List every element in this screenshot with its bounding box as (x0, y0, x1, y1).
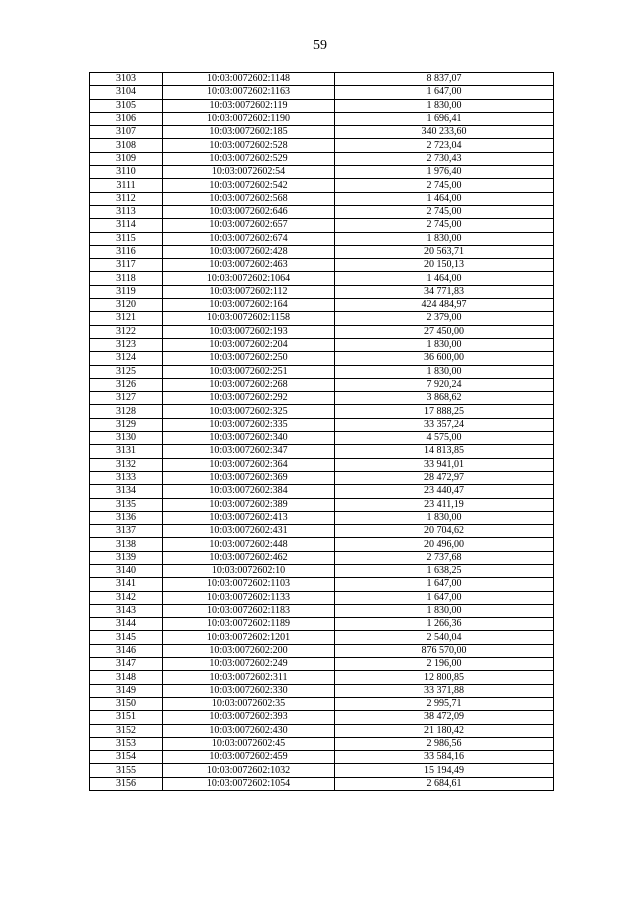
table-row (90, 139, 554, 152)
cadastral-number-cell: 10:03:0072602:1189 (163, 618, 335, 631)
table-row (90, 538, 554, 551)
amount-cell: 38 472,09 (335, 711, 554, 724)
cadastral-number-cell: 10:03:0072602:369 (163, 471, 335, 484)
table-row (90, 205, 554, 218)
table-row (90, 378, 554, 391)
row-number-cell: 3130 (90, 432, 163, 445)
amount-cell: 36 600,00 (335, 352, 554, 365)
table-row (90, 405, 554, 418)
row-number-cell: 3118 (90, 272, 163, 285)
table-row (90, 126, 554, 139)
row-number-cell: 3112 (90, 192, 163, 205)
table-row (90, 511, 554, 524)
row-number-cell: 3121 (90, 312, 163, 325)
cadastral-number-cell: 10:03:0072602:1148 (163, 73, 335, 86)
amount-cell: 2 745,00 (335, 205, 554, 218)
row-number-cell: 3141 (90, 578, 163, 591)
table-body (90, 73, 554, 791)
cadastral-number-cell: 10:03:0072602:119 (163, 99, 335, 112)
row-number-cell: 3134 (90, 485, 163, 498)
row-number-cell: 3149 (90, 684, 163, 697)
cadastral-number-cell: 10:03:0072602:431 (163, 525, 335, 538)
row-number-cell: 3153 (90, 737, 163, 750)
cadastral-number-cell: 10:03:0072602:428 (163, 245, 335, 258)
cadastral-number-cell: 10:03:0072602:389 (163, 498, 335, 511)
amount-cell: 1 647,00 (335, 591, 554, 604)
row-number-cell: 3140 (90, 564, 163, 577)
amount-cell: 28 472,97 (335, 471, 554, 484)
cadastral-number-cell: 10:03:0072602:268 (163, 378, 335, 391)
table-row (90, 219, 554, 232)
table-row (90, 272, 554, 285)
cadastral-number-cell: 10:03:0072602:250 (163, 352, 335, 365)
cadastral-number-cell: 10:03:0072602:10 (163, 564, 335, 577)
cadastral-number-cell: 10:03:0072602:185 (163, 126, 335, 139)
amount-cell: 1 830,00 (335, 99, 554, 112)
table-row (90, 458, 554, 471)
table-row (90, 777, 554, 790)
row-number-cell: 3147 (90, 658, 163, 671)
amount-cell: 17 888,25 (335, 405, 554, 418)
amount-cell: 2 730,43 (335, 152, 554, 165)
cadastral-number-cell: 10:03:0072602:330 (163, 684, 335, 697)
row-number-cell: 3137 (90, 525, 163, 538)
amount-cell: 33 941,01 (335, 458, 554, 471)
amount-cell: 21 180,42 (335, 724, 554, 737)
table-row (90, 618, 554, 631)
amount-cell: 1 830,00 (335, 232, 554, 245)
cadastral-number-cell: 10:03:0072602:463 (163, 259, 335, 272)
amount-cell: 2 737,68 (335, 551, 554, 564)
table-row (90, 312, 554, 325)
table-row (90, 764, 554, 777)
amount-cell: 1 464,00 (335, 272, 554, 285)
amount-cell: 2 995,71 (335, 697, 554, 710)
table-row (90, 671, 554, 684)
cadastral-number-cell: 10:03:0072602:528 (163, 139, 335, 152)
row-number-cell: 3126 (90, 378, 163, 391)
table-row (90, 245, 554, 258)
row-number-cell: 3129 (90, 418, 163, 431)
amount-cell: 2 723,04 (335, 139, 554, 152)
cadastral-number-cell: 10:03:0072602:249 (163, 658, 335, 671)
amount-cell: 33 584,16 (335, 751, 554, 764)
amount-cell: 1 830,00 (335, 604, 554, 617)
cadastral-number-cell: 10:03:0072602:311 (163, 671, 335, 684)
cadastral-number-cell: 10:03:0072602:413 (163, 511, 335, 524)
row-number-cell: 3110 (90, 166, 163, 179)
cadastral-number-cell: 10:03:0072602:204 (163, 338, 335, 351)
cadastral-number-cell: 10:03:0072602:1163 (163, 86, 335, 99)
row-number-cell: 3127 (90, 392, 163, 405)
table-row (90, 525, 554, 538)
cadastral-number-cell: 10:03:0072602:35 (163, 697, 335, 710)
amount-cell: 27 450,00 (335, 325, 554, 338)
table-row (90, 658, 554, 671)
row-number-cell: 3150 (90, 697, 163, 710)
table-row (90, 644, 554, 657)
amount-cell: 2 745,00 (335, 219, 554, 232)
table-row (90, 591, 554, 604)
amount-cell: 20 496,00 (335, 538, 554, 551)
table-row (90, 697, 554, 710)
table-row (90, 352, 554, 365)
amount-cell: 23 440,47 (335, 485, 554, 498)
row-number-cell: 3116 (90, 245, 163, 258)
table-row (90, 299, 554, 312)
row-number-cell: 3148 (90, 671, 163, 684)
amount-cell: 12 800,85 (335, 671, 554, 684)
table-row (90, 578, 554, 591)
row-number-cell: 3135 (90, 498, 163, 511)
cadastral-number-cell: 10:03:0072602:54 (163, 166, 335, 179)
table-row (90, 471, 554, 484)
amount-cell: 4 575,00 (335, 432, 554, 445)
table-row (90, 232, 554, 245)
cadastral-number-cell: 10:03:0072602:325 (163, 405, 335, 418)
table-row (90, 73, 554, 86)
cadastral-number-cell: 10:03:0072602:542 (163, 179, 335, 192)
cadastral-number-cell: 10:03:0072602:462 (163, 551, 335, 564)
row-number-cell: 3120 (90, 299, 163, 312)
cadastral-number-cell: 10:03:0072602:45 (163, 737, 335, 750)
table-row (90, 86, 554, 99)
amount-cell: 1 830,00 (335, 365, 554, 378)
cadastral-number-cell: 10:03:0072602:1190 (163, 112, 335, 125)
amount-cell: 2 196,00 (335, 658, 554, 671)
table-row (90, 179, 554, 192)
table-row (90, 711, 554, 724)
cadastral-number-cell: 10:03:0072602:1054 (163, 777, 335, 790)
row-number-cell: 3123 (90, 338, 163, 351)
amount-cell: 15 194,49 (335, 764, 554, 777)
table-row (90, 445, 554, 458)
row-number-cell: 3111 (90, 179, 163, 192)
cadastral-number-cell: 10:03:0072602:459 (163, 751, 335, 764)
row-number-cell: 3143 (90, 604, 163, 617)
amount-cell: 1 830,00 (335, 338, 554, 351)
table-row (90, 166, 554, 179)
cadastral-number-cell: 10:03:0072602:340 (163, 432, 335, 445)
row-number-cell: 3125 (90, 365, 163, 378)
amount-cell: 1 266,36 (335, 618, 554, 631)
row-number-cell: 3115 (90, 232, 163, 245)
amount-cell: 7 920,24 (335, 378, 554, 391)
cadastral-number-cell: 10:03:0072602:335 (163, 418, 335, 431)
cadastral-number-cell: 10:03:0072602:674 (163, 232, 335, 245)
cadastral-number-cell: 10:03:0072602:1201 (163, 631, 335, 644)
amount-cell: 33 371,88 (335, 684, 554, 697)
amount-cell: 34 771,83 (335, 285, 554, 298)
row-number-cell: 3152 (90, 724, 163, 737)
cadastral-number-cell: 10:03:0072602:364 (163, 458, 335, 471)
cadastral-number-cell: 10:03:0072602:448 (163, 538, 335, 551)
cadastral-number-cell: 10:03:0072602:251 (163, 365, 335, 378)
amount-cell: 20 150,13 (335, 259, 554, 272)
cadastral-number-cell: 10:03:0072602:200 (163, 644, 335, 657)
row-number-cell: 3133 (90, 471, 163, 484)
cadastral-number-cell: 10:03:0072602:393 (163, 711, 335, 724)
row-number-cell: 3124 (90, 352, 163, 365)
row-number-cell: 3104 (90, 86, 163, 99)
amount-cell: 23 411,19 (335, 498, 554, 511)
amount-cell: 2 745,00 (335, 179, 554, 192)
amount-cell: 1 638,25 (335, 564, 554, 577)
table-row (90, 737, 554, 750)
row-number-cell: 3131 (90, 445, 163, 458)
cadastral-number-cell: 10:03:0072602:646 (163, 205, 335, 218)
table-row (90, 485, 554, 498)
cadastral-number-cell: 10:03:0072602:347 (163, 445, 335, 458)
row-number-cell: 3138 (90, 538, 163, 551)
row-number-cell: 3144 (90, 618, 163, 631)
row-number-cell: 3132 (90, 458, 163, 471)
table-row (90, 498, 554, 511)
cadastral-number-cell: 10:03:0072602:193 (163, 325, 335, 338)
amount-cell: 2 540,04 (335, 631, 554, 644)
row-number-cell: 3117 (90, 259, 163, 272)
row-number-cell: 3142 (90, 591, 163, 604)
row-number-cell: 3146 (90, 644, 163, 657)
table-row (90, 99, 554, 112)
cadastral-number-cell: 10:03:0072602:1158 (163, 312, 335, 325)
cadastral-number-cell: 10:03:0072602:164 (163, 299, 335, 312)
row-number-cell: 3155 (90, 764, 163, 777)
row-number-cell: 3122 (90, 325, 163, 338)
table-row (90, 564, 554, 577)
cadastral-number-cell: 10:03:0072602:1103 (163, 578, 335, 591)
cadastral-number-cell: 10:03:0072602:568 (163, 192, 335, 205)
row-number-cell: 3151 (90, 711, 163, 724)
cadastral-number-cell: 10:03:0072602:112 (163, 285, 335, 298)
row-number-cell: 3107 (90, 126, 163, 139)
amount-cell: 1 830,00 (335, 511, 554, 524)
row-number-cell: 3156 (90, 777, 163, 790)
row-number-cell: 3105 (90, 99, 163, 112)
table-row (90, 724, 554, 737)
table-row (90, 112, 554, 125)
amount-cell: 20 563,71 (335, 245, 554, 258)
amount-cell: 2 986,56 (335, 737, 554, 750)
table-row (90, 259, 554, 272)
row-number-cell: 3136 (90, 511, 163, 524)
cadastral-number-cell: 10:03:0072602:1183 (163, 604, 335, 617)
row-number-cell: 3145 (90, 631, 163, 644)
table-row (90, 365, 554, 378)
amount-cell: 2 379,00 (335, 312, 554, 325)
table-row (90, 152, 554, 165)
row-number-cell: 3113 (90, 205, 163, 218)
table-row (90, 192, 554, 205)
row-number-cell: 3139 (90, 551, 163, 564)
amount-cell: 876 570,00 (335, 644, 554, 657)
cadastral-number-cell: 10:03:0072602:529 (163, 152, 335, 165)
amount-cell: 1 976,40 (335, 166, 554, 179)
row-number-cell: 3108 (90, 139, 163, 152)
page-number: 59 (313, 38, 327, 53)
amount-cell: 1 464,00 (335, 192, 554, 205)
cadastral-number-cell: 10:03:0072602:430 (163, 724, 335, 737)
row-number-cell: 3119 (90, 285, 163, 298)
data-table (89, 72, 554, 791)
amount-cell: 20 704,62 (335, 525, 554, 538)
row-number-cell: 3114 (90, 219, 163, 232)
table-row (90, 751, 554, 764)
amount-cell: 1 647,00 (335, 86, 554, 99)
table-row (90, 392, 554, 405)
amount-cell: 8 837,07 (335, 73, 554, 86)
table-row (90, 432, 554, 445)
cadastral-number-cell: 10:03:0072602:1133 (163, 591, 335, 604)
table-row (90, 631, 554, 644)
amount-cell: 14 813,85 (335, 445, 554, 458)
table-row (90, 338, 554, 351)
amount-cell: 424 484,97 (335, 299, 554, 312)
amount-cell: 3 868,62 (335, 392, 554, 405)
amount-cell: 340 233,60 (335, 126, 554, 139)
cadastral-number-cell: 10:03:0072602:1064 (163, 272, 335, 285)
table-row (90, 551, 554, 564)
table-row (90, 418, 554, 431)
table-row (90, 285, 554, 298)
cadastral-number-cell: 10:03:0072602:657 (163, 219, 335, 232)
row-number-cell: 3103 (90, 73, 163, 86)
row-number-cell: 3128 (90, 405, 163, 418)
amount-cell: 2 684,61 (335, 777, 554, 790)
cadastral-number-cell: 10:03:0072602:384 (163, 485, 335, 498)
table-row (90, 325, 554, 338)
row-number-cell: 3109 (90, 152, 163, 165)
cadastral-number-cell: 10:03:0072602:292 (163, 392, 335, 405)
amount-cell: 1 696,41 (335, 112, 554, 125)
table-row (90, 684, 554, 697)
table-row (90, 604, 554, 617)
amount-cell: 1 647,00 (335, 578, 554, 591)
row-number-cell: 3106 (90, 112, 163, 125)
amount-cell: 33 357,24 (335, 418, 554, 431)
row-number-cell: 3154 (90, 751, 163, 764)
cadastral-number-cell: 10:03:0072602:1032 (163, 764, 335, 777)
